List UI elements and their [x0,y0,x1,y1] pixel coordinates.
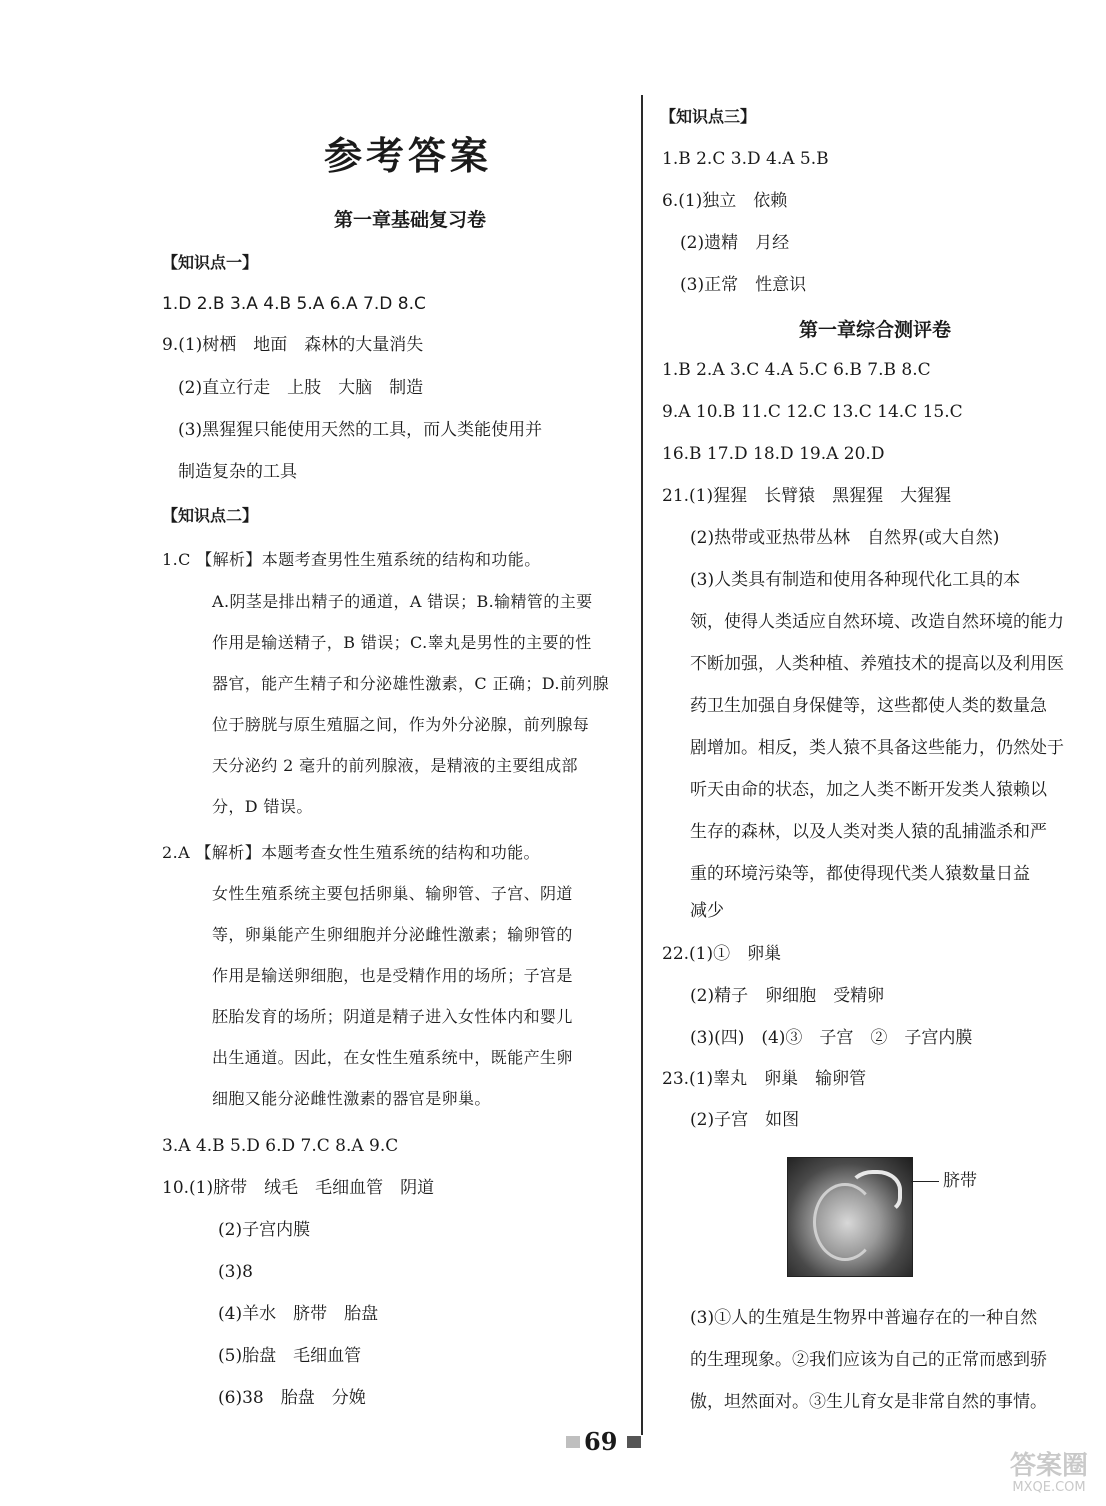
answers-9-to-15: 9.A 10.B 11.C 12.C 13.C 14.C 15.C [662,402,963,422]
q22-part3: (3)(四) (4)③ 子宫 ② 子宫内膜 [690,1028,973,1048]
watermark-url: MXQE.COM [1012,1480,1086,1495]
q22-part1: 22.(1)① 卵巢 [662,944,782,964]
section-title-comprehensive-test: 第一章综合测评卷 [798,319,951,341]
q10-part3: (3)8 [218,1262,253,1282]
page-marker-left-icon [566,1436,580,1448]
fetus-shape [813,1183,877,1261]
q1-line: 器官，能产生精子和分泌雄性激素，C 正确；D.前列腺 [212,674,610,693]
q23-part1: 23.(1)睾丸 卵巢 输卵管 [662,1069,867,1089]
q23-line: 傲，坦然面对。③生儿育女是非常自然的事情。 [690,1392,1047,1412]
q1-line: 分，D 错误。 [212,797,313,816]
q2-line: 胚胎发育的场所；阴道是精子进入女性体内和婴儿 [212,1007,573,1026]
kp1-answers: 1.D 2.B 3.A 4.B 5.A 6.A 7.D 8.C [162,294,426,314]
q9-part3-line1: (3)黑猩猩只能使用天然的工具，而人类能使用并 [178,420,543,440]
q10-part1: 10.(1)脐带 绒毛 毛细血管 阴道 [162,1178,435,1198]
watermark [1000,1452,1098,1500]
q2-line: 出生通道。因此，在女性生殖系统中，既能产生卵 [212,1048,573,1067]
q10-part6: (6)38 胎盘 分娩 [218,1388,366,1408]
q10-part4: (4)羊水 脐带 胎盘 [218,1304,379,1324]
q2-line: 2.A 【解析】本题考查女性生殖系统的结构和功能。 [162,843,540,862]
answers-1-to-8: 1.B 2.A 3.C 4.A 5.C 6.B 7.B 8.C [662,360,931,380]
q23-part2: (2)子宫 如图 [690,1110,800,1130]
q21-part2: (2)热带或亚热带丛林 自然界(或大自然) [690,528,1000,548]
figure-label-umbilical-cord: 脐带 [943,1171,977,1191]
q21-line: 不断加强，人类种植、养殖技术的提高以及利用医 [690,654,1064,674]
q21-line: 领，使得人类适应自然环境、改造自然环境的能力 [690,612,1064,632]
q21-part1: 21.(1)猩猩 长臂猿 黑猩猩 大猩猩 [662,486,952,506]
q21-line: 重的环境污染等，都使得现代类人猿数量日益 [690,864,1030,884]
fetus-umbilical-cord-image [787,1157,913,1277]
column-divider [641,95,643,1435]
q10-part5: (5)胎盘 毛细血管 [218,1346,362,1366]
knowledge-point-2-heading: 【知识点二】 [162,506,259,525]
q23-line: (3)①人的生殖是生物界中普遍存在的一种自然 [690,1308,1038,1328]
q2-line: 等，卵巢能产生卵细胞并分泌雌性激素；输卵管的 [212,925,573,944]
q21-line: (3)人类具有制造和使用各种现代化工具的本 [690,570,1021,590]
section-title-basic-review: 第一章基础复习卷 [333,209,486,231]
q6-part1: 6.(1)独立 依赖 [662,191,788,211]
q21-line: 生存的森林，以及人类对类人猿的乱捕滥杀和严 [690,822,1047,842]
q1-line: 1.C 【解析】本题考查男性生殖系统的结构和功能。 [162,550,541,569]
q21-line: 药卫生加强自身保健等，这些都使人类的数量急 [690,696,1047,716]
q9-part1: 9.(1)树栖 地面 森林的大量消失 [162,335,424,355]
q2-line: 作用是输送卵细胞，也是受精作用的场所；子宫是 [212,966,573,985]
q1-line: 天分泌约 2 毫升的前列腺液，是精液的主要组成部 [212,756,578,775]
watermark-logo: 答案圈 [1009,1451,1088,1481]
q10-part2: (2)子宫内膜 [218,1220,311,1240]
label-leader-line [911,1181,939,1182]
kp3-answers: 1.B 2.C 3.D 4.A 5.B [662,149,829,169]
page-number: 69 [584,1427,618,1456]
page-marker-right-icon [627,1436,641,1448]
knowledge-point-1-heading: 【知识点一】 [162,253,259,272]
knowledge-point-3-heading: 【知识点三】 [660,107,757,126]
q6-part3: (3)正常 性意识 [680,275,807,295]
q1-line: 作用是输送精子，B 错误；C.睾丸是男性的主要的性 [212,633,592,652]
answers-16-to-20: 16.B 17.D 18.D 19.A 20.D [662,444,885,464]
q2-line: 细胞又能分泌雌性激素的器官是卵巢。 [212,1089,491,1108]
q22-part2: (2)精子 卵细胞 受精卵 [690,986,885,1006]
q2-line: 女性生殖系统主要包括卵巢、输卵管、子宫、阴道 [212,884,573,903]
q9-part2: (2)直立行走 上肢 大脑 制造 [178,378,424,398]
q1-line: A.阴茎是排出精子的通道，A 错误；B.输精管的主要 [212,592,593,611]
q21-line: 减少 [690,901,724,921]
q9-part3-line2: 制造复杂的工具 [178,462,297,482]
q23-line: 的生理现象。②我们应该为自己的正常而感到骄 [690,1350,1047,1370]
answers-3-to-9: 3.A 4.B 5.D 6.D 7.C 8.A 9.C [162,1136,399,1156]
q6-part2: (2)遗精 月经 [680,233,790,253]
q21-line: 剧增加。相反，类人猿不具备这些能力，仍然处于 [690,738,1064,758]
q21-line: 听天由命的状态，加之人类不断开发类人猿赖以 [690,780,1047,800]
q1-line: 位于膀胱与原生殖腷之间，作为外分泌腺，前列腺每 [212,715,590,734]
page-title: 参考答案 [323,134,492,178]
